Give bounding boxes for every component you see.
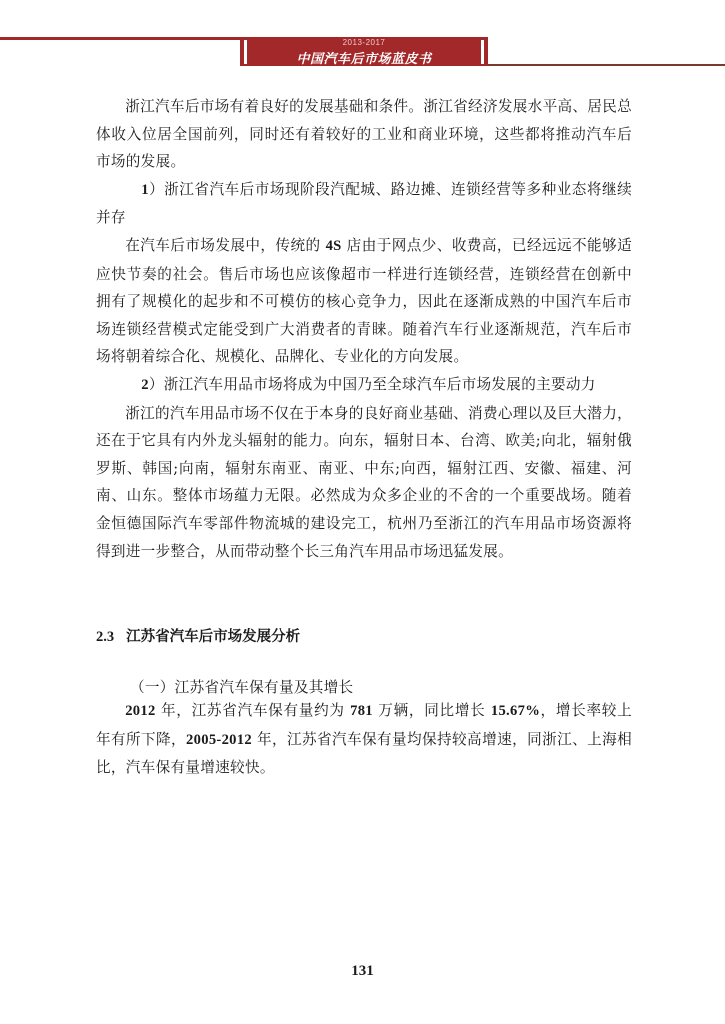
subsection-heading: （一）江苏省汽车保有量及其增长 [130,679,354,696]
text-segment: 万辆，同比增长 [372,702,491,719]
banner-bar-right [481,40,484,64]
header-years: 2013-2017 [342,38,386,47]
year-range: 2005-2012 [186,731,252,748]
subpoint-2 [96,371,632,400]
subpoint-number: 1 [141,181,149,198]
paragraph-supplies-market: 浙江的汽车用品市场不仅在于本身的良好商业基础、消费心理以及巨大潜力，还在于它具有内外龙头辐射的能力。向东，辐射日本、台湾、欧美;向北，辐射俄罗斯、韩国;向南，辐射东南亚、南亚、中东;向西，辐射江西、安徽、福建、河南、山东。整体市场蕴力无限。必然成为众多企业的不舍的一个重要战场。随着金恒德国际汽车零部件物流城的建设完工，杭州乃至浙江的汽车用品市场资源将得到进一步整合，从而带动整个长三角汽车用品市场迅猛发展。 [96,404,632,560]
subpoint-text: ）浙江省汽车后市场现阶段汽配城、路边摊、连锁经营等多种业态将继续并存 [96,180,632,227]
subpoint-1 [96,176,632,232]
header-rule-left [0,37,242,40]
growth-rate: 15.67% [490,703,541,719]
text-segment: 年，江苏省汽车保有量均保持较高增速，同浙江、上海相比，汽车保有量增速较快。 [96,730,632,777]
subpoint-text: ）浙江汽车用品市场将成为中国乃至全球汽车后市场发展的主要动力 [148,375,596,393]
vehicle-count: 781 [350,703,373,719]
text-segment: ，增长率较上年有所下降， [96,702,632,748]
header-title: 中国汽车后市场蓝皮书 [296,52,432,67]
text-segment: 在汽车后市场发展中，传统的 [125,236,326,254]
text-segment: 店由于网点少、收费高，已经远远不能够适应快节奏的社会。售后市场也应该像超市一样进行连锁经营，连锁经营在创新中拥有了规模化的起步和不可模仿的核心竞争力，因此在逐渐成熟的中国汽车后市场连锁经营模式定能受到广大消费者的青睐。随着汽车行业逐渐规范，汽车后市场将朝着综合化、规模化、品牌化、专业化的方向发展。 [96,236,632,366]
section-title: 江苏省汽车后市场发展分析 [126,629,301,645]
body-content [96,93,632,565]
year-value: 2012 [125,703,156,719]
header-rule-right [488,64,725,66]
paragraph-chain-stores [96,232,632,371]
text-segment: 年，江苏省汽车保有量约为 [155,702,351,719]
header-banner [240,37,488,66]
section-heading [96,625,300,646]
section-content [96,697,632,782]
subpoint-number: 2 [141,376,149,393]
page-number: 131 [351,963,374,979]
paragraph-jiangsu-vehicles [96,697,632,782]
highlight-4s: 4S [325,237,342,254]
paragraph-intro: 浙江汽车后市场有着良好的发展基础和条件。浙江省经济发展水平高、居民总体收入位居全国前列，同时还有着较好的工业和商业环境，这些都将推动汽车后市场的发展。 [96,98,632,171]
section-number: 2.3 [96,629,115,645]
